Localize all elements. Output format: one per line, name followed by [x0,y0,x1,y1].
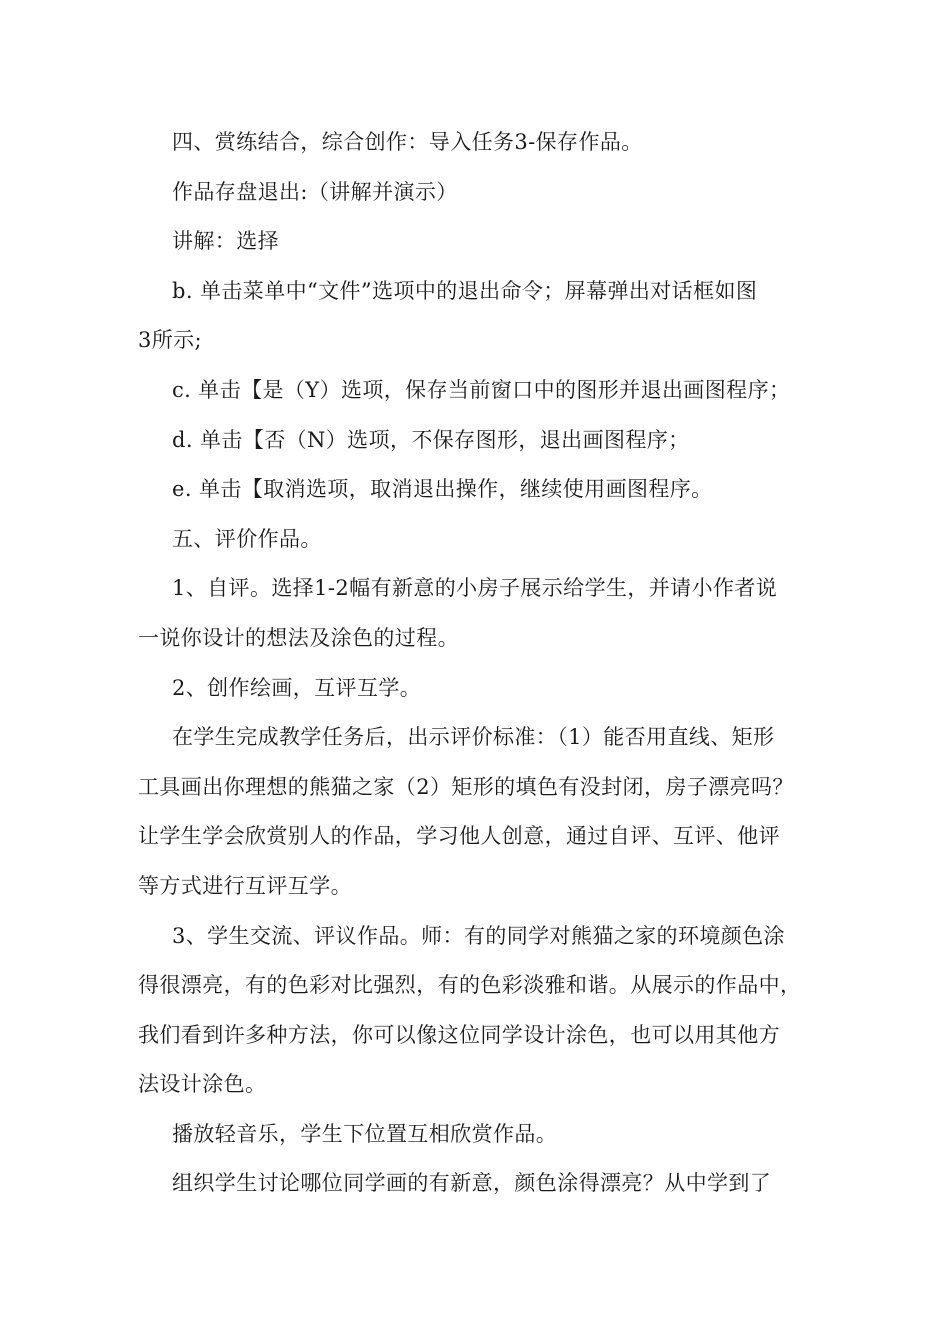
section-heading-5: 五、评价作品。 [172,526,322,551]
document-body [138,118,818,1209]
text-line: d. 单击【否（N）选项，不保存图形，退出画图程序； [172,427,690,452]
text-line: b. 单击菜单中“文件”选项中的退出命令；屏幕弹出对话框如图 [172,278,758,303]
section-heading-4: 四、赏练结合，综合创作：导入任务3-保存作品。 [172,130,643,154]
text-line: 法设计涂色。 [138,1072,267,1097]
text-line: 作品存盘退出:（讲解并演示） [172,179,458,204]
text-line: 3、学生交流、评议作品。师：有的同学对熊猫之家的环境颜色涂 [172,923,785,948]
text-line: 在学生完成教学任务后，出示评价标准：（1）能否用直线、矩形 [172,725,775,750]
text-line: 工具画出你理想的熊猫之家（2）矩形的填色有没封闭，房子漂亮吗？ [138,774,794,799]
text-line: 2、创作绘画，互评互学。 [172,675,422,700]
text-line: 我们看到许多种方法，你可以像这位同学设计涂色，也可以用其他方 [138,1022,780,1047]
text-line: 1、自评。选择1-2幅有新意的小房子展示给学生，并请小作者说 [172,576,778,601]
text-line: 得很漂亮，有的色彩对比强烈，有的色彩淡雅和谐。从展示的作品中， [138,973,802,998]
text-line: 3所示; [138,328,203,353]
text-line: 讲解：选择 [172,229,279,254]
text-line: 组织学生讨论哪位同学画的有新意，颜色涂得漂亮？从中学到了 [172,1171,772,1196]
text-line: 播放轻音乐，学生下位置互相欣赏作品。 [172,1121,558,1146]
text-line: 让学生学会欣赏别人的作品，学习他人创意，通过自评、互评、他评 [138,824,780,849]
text-line: e. 单击【取消选项，取消退出操作，继续使用画图程序。 [172,477,713,502]
text-line: 一说你设计的想法及涂色的过程。 [138,625,459,650]
text-line: 等方式进行互评互学。 [138,873,352,898]
text-line: c. 单击【是（Y）选项，保存当前窗口中的图形并退出画图程序； [172,377,791,402]
